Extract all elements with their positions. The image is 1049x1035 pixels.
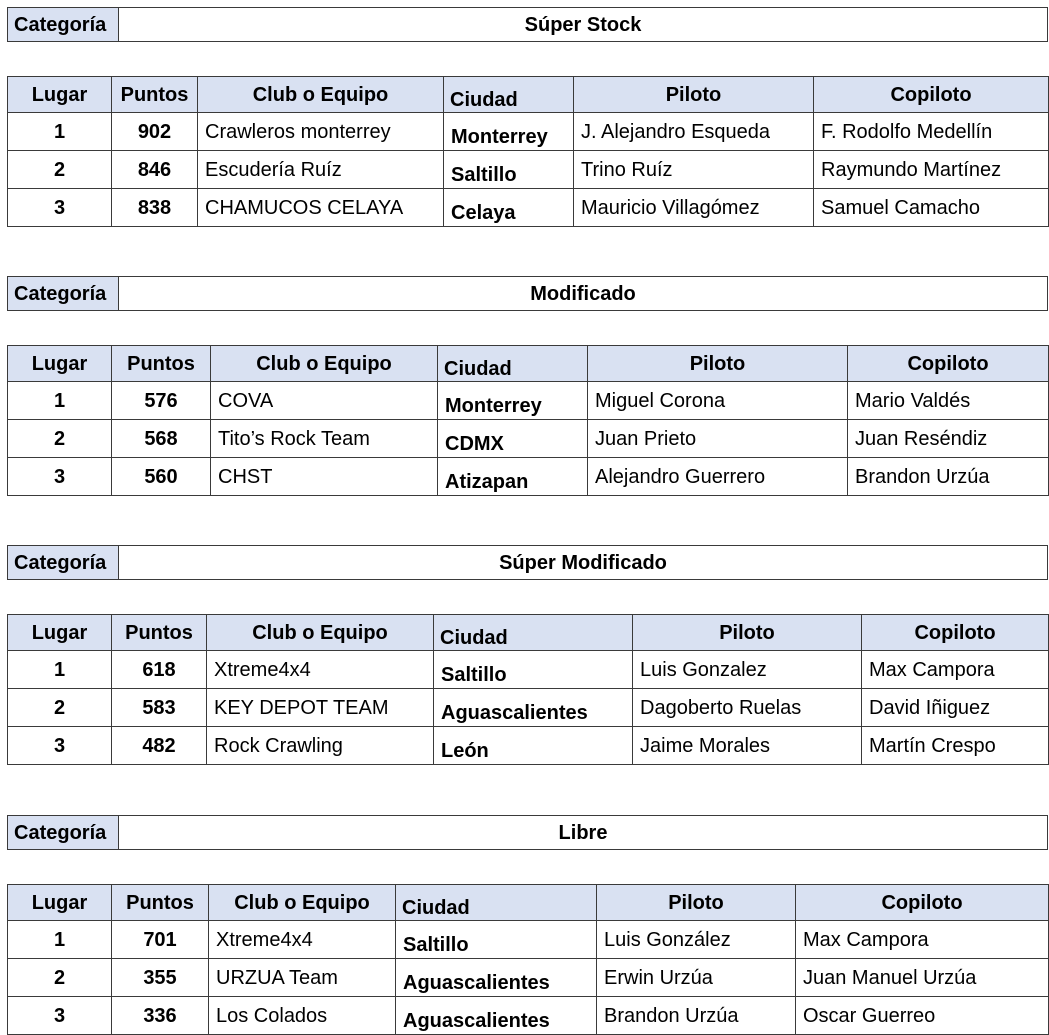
results-table-modificado xyxy=(7,345,1049,496)
cell-club: Los Colados xyxy=(209,997,396,1035)
table-header-row xyxy=(8,346,1049,382)
cell-puntos: 701 xyxy=(112,921,209,959)
cell-copiloto: Max Campora xyxy=(862,651,1049,689)
cell-copiloto: Juan Manuel Urzúa xyxy=(796,959,1049,997)
table-row xyxy=(8,651,1049,689)
table-row xyxy=(8,113,1049,151)
cell-copiloto: Brandon Urzúa xyxy=(848,458,1049,496)
header-puntos: Puntos xyxy=(112,77,198,113)
category-label: Categoría xyxy=(8,277,119,311)
header-puntos: Puntos xyxy=(112,346,211,382)
cell-piloto: Alejandro Guerrero xyxy=(588,458,848,496)
cell-puntos: 482 xyxy=(112,727,207,765)
header-copiloto: Copiloto xyxy=(862,615,1049,651)
table-row xyxy=(8,921,1049,959)
table-header-row xyxy=(8,77,1049,113)
cell-piloto: Miguel Corona xyxy=(588,382,848,420)
cell-lugar: 2 xyxy=(8,420,112,458)
cell-ciudad: Celaya xyxy=(444,189,574,227)
cell-ciudad: Aguascalientes xyxy=(396,997,597,1035)
table-row xyxy=(8,420,1049,458)
category-name: Modificado xyxy=(119,277,1048,311)
cell-copiloto: David Iñiguez xyxy=(862,689,1049,727)
category-label: Categoría xyxy=(8,546,119,580)
header-copiloto: Copiloto xyxy=(848,346,1049,382)
table-row xyxy=(8,997,1049,1035)
cell-lugar: 3 xyxy=(8,727,112,765)
header-club: Club o Equipo xyxy=(198,77,444,113)
cell-copiloto: Max Campora xyxy=(796,921,1049,959)
header-puntos: Puntos xyxy=(112,615,207,651)
header-copiloto: Copiloto xyxy=(814,77,1049,113)
cell-puntos: 618 xyxy=(112,651,207,689)
cell-puntos: 846 xyxy=(112,151,198,189)
cell-piloto: J. Alejandro Esqueda xyxy=(574,113,814,151)
cell-club: COVA xyxy=(211,382,438,420)
table-row xyxy=(8,458,1049,496)
category-name: Súper Stock xyxy=(119,8,1048,42)
table-row xyxy=(8,689,1049,727)
header-ciudad: Ciudad xyxy=(396,885,597,921)
header-ciudad: Ciudad xyxy=(444,77,574,113)
cell-ciudad: León xyxy=(434,727,633,765)
cell-lugar: 2 xyxy=(8,959,112,997)
cell-puntos: 902 xyxy=(112,113,198,151)
cell-club: Xtreme4x4 xyxy=(207,651,434,689)
cell-copiloto: F. Rodolfo Medellín xyxy=(814,113,1049,151)
table-row xyxy=(8,189,1049,227)
header-club: Club o Equipo xyxy=(211,346,438,382)
cell-piloto: Erwin Urzúa xyxy=(597,959,796,997)
category-label: Categoría xyxy=(8,8,119,42)
cell-club: Tito’s Rock Team xyxy=(211,420,438,458)
cell-club: URZUA Team xyxy=(209,959,396,997)
results-table-libre xyxy=(7,884,1049,1035)
category-name: Libre xyxy=(119,816,1048,850)
cell-puntos: 355 xyxy=(112,959,209,997)
cell-lugar: 3 xyxy=(8,458,112,496)
cell-copiloto: Oscar Guerreo xyxy=(796,997,1049,1035)
cell-lugar: 2 xyxy=(8,689,112,727)
cell-copiloto: Juan Reséndiz xyxy=(848,420,1049,458)
cell-puntos: 560 xyxy=(112,458,211,496)
cell-ciudad: Saltillo xyxy=(444,151,574,189)
cell-ciudad: Saltillo xyxy=(434,651,633,689)
cell-ciudad: Aguascalientes xyxy=(434,689,633,727)
header-lugar: Lugar xyxy=(8,346,112,382)
cell-ciudad: Atizapan xyxy=(438,458,588,496)
table-header-row xyxy=(8,615,1049,651)
table-row xyxy=(8,151,1049,189)
cell-ciudad: Saltillo xyxy=(396,921,597,959)
header-ciudad: Ciudad xyxy=(434,615,633,651)
header-lugar: Lugar xyxy=(8,885,112,921)
cell-copiloto: Samuel Camacho xyxy=(814,189,1049,227)
cell-puntos: 838 xyxy=(112,189,198,227)
cell-copiloto: Raymundo Martínez xyxy=(814,151,1049,189)
cell-piloto: Jaime Morales xyxy=(633,727,862,765)
cell-ciudad: Monterrey xyxy=(444,113,574,151)
cell-lugar: 1 xyxy=(8,651,112,689)
cell-piloto: Mauricio Villagómez xyxy=(574,189,814,227)
cell-piloto: Dagoberto Ruelas xyxy=(633,689,862,727)
cell-club: KEY DEPOT TEAM xyxy=(207,689,434,727)
table-row xyxy=(8,959,1049,997)
table-header-row xyxy=(8,885,1049,921)
header-piloto: Piloto xyxy=(588,346,848,382)
cell-lugar: 1 xyxy=(8,382,112,420)
cell-ciudad: Aguascalientes xyxy=(396,959,597,997)
cell-piloto: Trino Ruíz xyxy=(574,151,814,189)
cell-lugar: 2 xyxy=(8,151,112,189)
category-name: Súper Modificado xyxy=(119,546,1048,580)
cell-club: CHST xyxy=(211,458,438,496)
category-bar-modificado xyxy=(7,276,1048,311)
cell-club: Escudería Ruíz xyxy=(198,151,444,189)
cell-piloto: Brandon Urzúa xyxy=(597,997,796,1035)
header-lugar: Lugar xyxy=(8,77,112,113)
cell-lugar: 3 xyxy=(8,189,112,227)
results-table-super-stock xyxy=(7,76,1049,227)
header-copiloto: Copiloto xyxy=(796,885,1049,921)
category-bar-super-modificado xyxy=(7,545,1048,580)
cell-club: Rock Crawling xyxy=(207,727,434,765)
category-bar-super-stock xyxy=(7,7,1048,42)
header-piloto: Piloto xyxy=(597,885,796,921)
cell-piloto: Luis González xyxy=(597,921,796,959)
cell-ciudad: CDMX xyxy=(438,420,588,458)
cell-club: Xtreme4x4 xyxy=(209,921,396,959)
cell-puntos: 336 xyxy=(112,997,209,1035)
cell-copiloto: Mario Valdés xyxy=(848,382,1049,420)
header-puntos: Puntos xyxy=(112,885,209,921)
cell-puntos: 583 xyxy=(112,689,207,727)
category-bar-libre xyxy=(7,815,1048,850)
category-label: Categoría xyxy=(8,816,119,850)
cell-puntos: 576 xyxy=(112,382,211,420)
header-lugar: Lugar xyxy=(8,615,112,651)
cell-piloto: Luis Gonzalez xyxy=(633,651,862,689)
cell-lugar: 3 xyxy=(8,997,112,1035)
cell-ciudad: Monterrey xyxy=(438,382,588,420)
cell-club: Crawleros monterrey xyxy=(198,113,444,151)
header-club: Club o Equipo xyxy=(209,885,396,921)
table-row xyxy=(8,727,1049,765)
header-club: Club o Equipo xyxy=(207,615,434,651)
cell-copiloto: Martín Crespo xyxy=(862,727,1049,765)
table-row xyxy=(8,382,1049,420)
results-table-super-modificado xyxy=(7,614,1049,765)
cell-lugar: 1 xyxy=(8,921,112,959)
cell-lugar: 1 xyxy=(8,113,112,151)
cell-puntos: 568 xyxy=(112,420,211,458)
header-piloto: Piloto xyxy=(574,77,814,113)
header-piloto: Piloto xyxy=(633,615,862,651)
cell-club: CHAMUCOS CELAYA xyxy=(198,189,444,227)
cell-piloto: Juan Prieto xyxy=(588,420,848,458)
header-ciudad: Ciudad xyxy=(438,346,588,382)
